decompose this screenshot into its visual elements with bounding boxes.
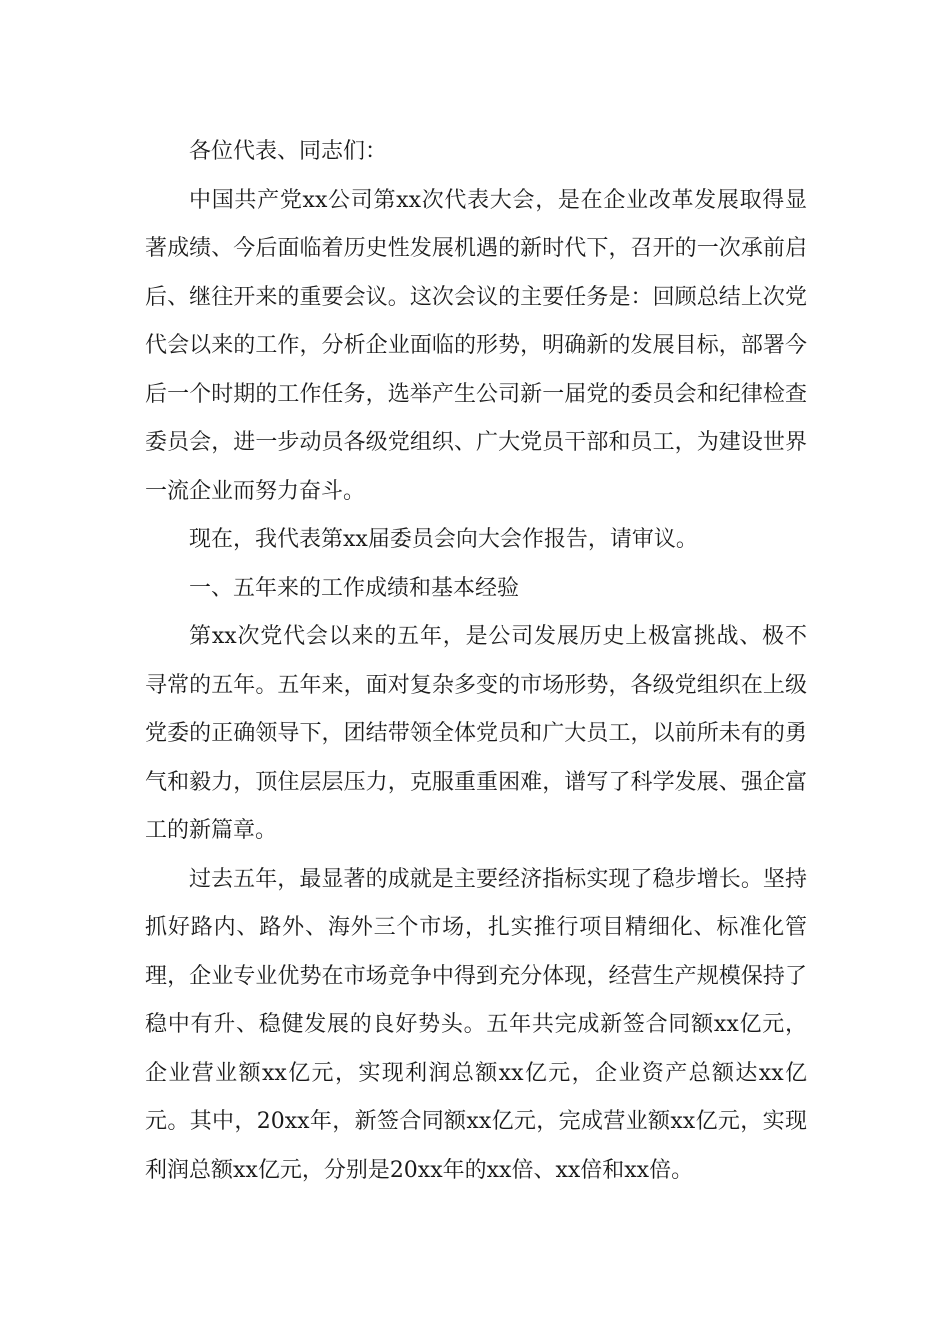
achievements-paragraph: 过去五年，最显著的成就是主要经济指标实现了稳步增长。坚持抓好路内、路外、海外三个市场，扎实推行项目精细化、标准化管理，企业专业优势在市场竞争中得到充分体现，经营生产规模保持了稳中有升、稳健发展的良好势头。五年共完成新签合同额xx亿元，企业营业额xx亿元，实现利润总额xx亿元，企业资产总额达xx亿元。其中，20xx年，新签合同额xx亿元，完成营业额xx亿元，实现利润总额xx亿元，分别是20xx年的xx倍、xx倍和xx倍。 [145, 866, 807, 1183]
report-statement-paragraph: 现在，我代表第xx届委员会向大会作报告，请审议。 [189, 527, 698, 552]
document-body [145, 128, 807, 1195]
greeting-paragraph: 各位代表、同志们： [189, 139, 388, 164]
five-years-paragraph: 第xx次党代会以来的五年，是公司发展历史上极富挑战、极不寻常的五年。五年来，面对复杂多变的市场形势，各级党组织在上级党委的正确领导下，团结带领全体党员和广大员工，以前所未有的勇气和毅力，顶住层层压力，克服重重困难，谱写了科学发展、强企富工的新篇章。 [145, 624, 807, 843]
intro-paragraph: 中国共产党xx公司第xx次代表大会，是在企业改革发展取得显著成绩、今后面临着历史性发展机遇的新时代下，召开的一次承前启后、继往开来的重要会议。这次会议的主要任务是：回顾总结上次党代会以来的工作，分析企业面临的形势，明确新的发展目标，部署今后一个时期的工作任务，选举产生公司新一届党的委员会和纪律检查委员会，进一步动员各级党组织、广大党员干部和员工，为建设世界一流企业而努力奋斗。 [145, 187, 807, 504]
section-heading: 一、五年来的工作成绩和基本经验 [189, 575, 520, 601]
